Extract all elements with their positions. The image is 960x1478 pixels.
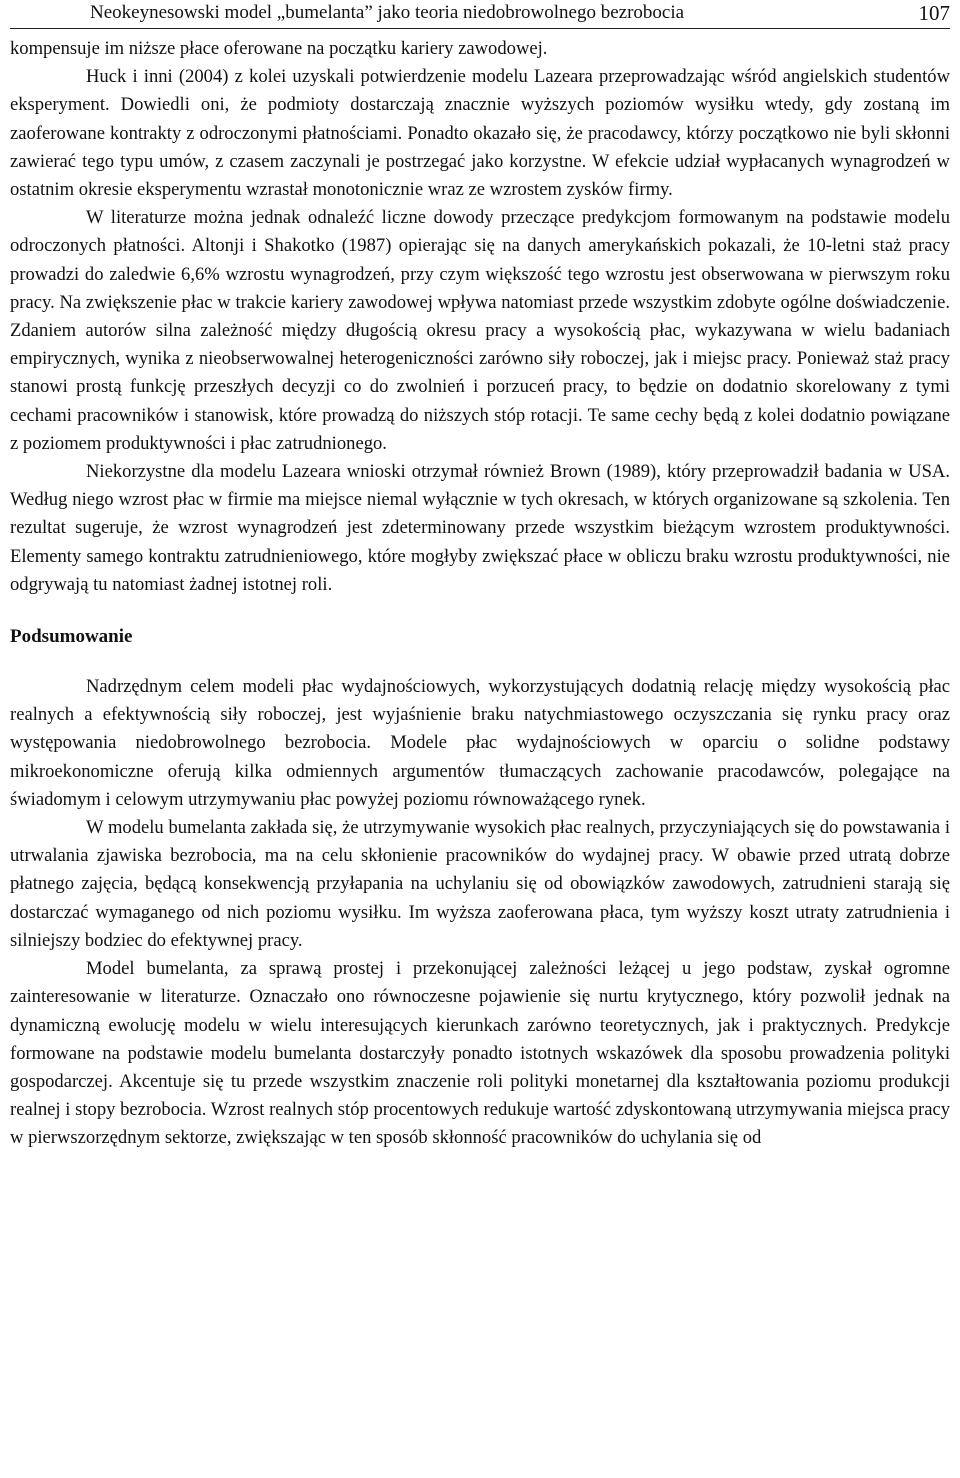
running-header	[10, 0, 950, 29]
paragraph: Niekorzystne dla modelu Lazeara wnioski otrzymał również Brown (1989), który przeprowadził badania w USA. Według niego wzrost płac w firmie ma miejsce niemal wyłącznie w tych okresach, w których organizowane są szkolenia. Ten rezultat sugeruje, że wzrost wynagrodzeń jest zdeterminowany przede wszystkim bieżącym wzrostem produktywności. Elementy samego kontraktu zatrudnieniowego, które mogłyby zwiększać płace w obliczu braku wzrostu produktywności, nie odgrywają tu natomiast żadnej istotnej roli.	[10, 461, 950, 595]
running-title: Neokeynesowski model „bumelanta” jako teoria niedobrowolnego bezrobocia	[90, 2, 685, 23]
paragraph: W literaturze można jednak odnaleźć liczne dowody przeczące predykcjom formowanym na podstawie modelu odroczonych płatności. Altonji i Shakotko (1987) opierając się na danych amerykańskich pokazali, że 10-letni staż pracy prowadzi do zaledwie 6,6% wzrostu wynagrodzeń, przy czym większość tego wzrostu jest obserwowana w pierwszym roku pracy. Na zwiększenie płac w trakcie kariery zawodowej wpływa natomiast przede wszystkim zdobyte ogólne doświadczenie. Zdaniem autorów silna zależność między długością okresu pracy a wysokością płac, wykazywana w wielu badaniach empirycznych, wynika z nieobserwowalnej heterogeniczności zarówno siły roboczej, jak i miejsc pracy. Ponieważ staż pracy stanowi prostą funkcję przeszłych decyzji co do zwolnień i porzuceń pracy, to będzie on dodatnio skorelowany z tymi cechami pracowników i stanowisk, które prowadzą do niższych stóp rotacji. Te same cechy będą z kolei dodatnio powiązane z poziomem produktywności i płac zatrudnionego.	[10, 207, 950, 454]
section-body	[10, 673, 950, 1152]
document-page	[10, 0, 950, 1153]
paragraph-continued: kompensuje im niższe płace oferowane na początku kariery zawodowej.	[10, 38, 548, 59]
paragraph: W modelu bumelanta zakłada się, że utrzymywanie wysokich płac realnych, przyczyniających się do powstawania i utrwalania zjawiska bezrobocia, ma na celu skłonienie pracowników do wydajnej pracy. W obawie przed utratą dobrze płatnego zajęcia, będącą konsekwencją przyłapania na uchylaniu się od obowiązków zawodowych, zatrudnieni starają się dostarczać wymaganego od nich poziomu wysiłku. Im wyższa zaoferowana płaca, tym wyższy koszt utraty zatrudnienia i silniejszy bodziec do efektywnej pracy.	[10, 817, 950, 951]
section-heading: Podsumowanie	[10, 626, 133, 648]
paragraph: Huck i inni (2004) z kolei uzyskali potwierdzenie modelu Lazeara przeprowadzając wśród angielskich studentów eksperyment. Dowiedli oni, że podmioty dostarczają znacznie wyższych poziomów wysiłku wtedy, gdy zostaną im zaoferowane kontrakty z odroczonymi płatnościami. Ponadto okazało się, że pracodawcy, którzy początkowo nie byli skłonni zawierać tego typu umów, z czasem zaczynali je postrzegać jako korzystne. W efekcie udział wypłacanych wynagrodzeń w ostatnim okresie eksperymentu wzrastał monotonicznie wraz ze wzrostem zysków firmy.	[10, 66, 950, 201]
paragraph: Model bumelanta, za sprawą prostej i przekonującej zależności leżącej u jego podstaw, zyskał ogromne zainteresowanie w literaturze. Oznaczało ono równoczesne pojawienie się nurtu krytycznego, który pozwolił jednak na dynamiczną ewolucję modelu w wielu interesujących kierunkach zarówno teoretycznych, jak i praktycznych. Predykcje formowane na podstawie modelu bumelanta dostarczyły ponadto istotnych wskazówek dla sposobu prowadzenia polityki gospodarczej. Akcentuje się tu przede wszystkim znaczenie roli polityki monetarnej dla kształtowania poziomu produkcji realnej i stopy bezrobocia. Wzrost realnych stóp procentowych redukuje wartość zdyskontowaną utrzymywania miejsca pracy w pierwszorzędnym sektorze, zwiększając w ten sposób skłonność pracowników do uchylania się od	[10, 958, 950, 1149]
paragraph: Nadrzędnym celem modeli płac wydajnościowych, wykorzystujących dodatnią relację między wysokością płac realnych a efektywnością siły roboczej, jest wyjaśnienie braku natychmiastowego oczyszczania się rynku pracy oraz występowania niedobrowolnego bezrobocia. Modele płac wydajnościowych w oparciu o solidne podstawy mikroekonomiczne oferują kilka odmiennych argumentów tłumaczących zachowanie pracodawców, polegające na świadomym i celowym utrzymywaniu płac powyżej poziomu równoważącego rynek.	[10, 676, 950, 810]
page-number: 107	[918, 1, 950, 25]
body-text	[10, 35, 950, 1153]
